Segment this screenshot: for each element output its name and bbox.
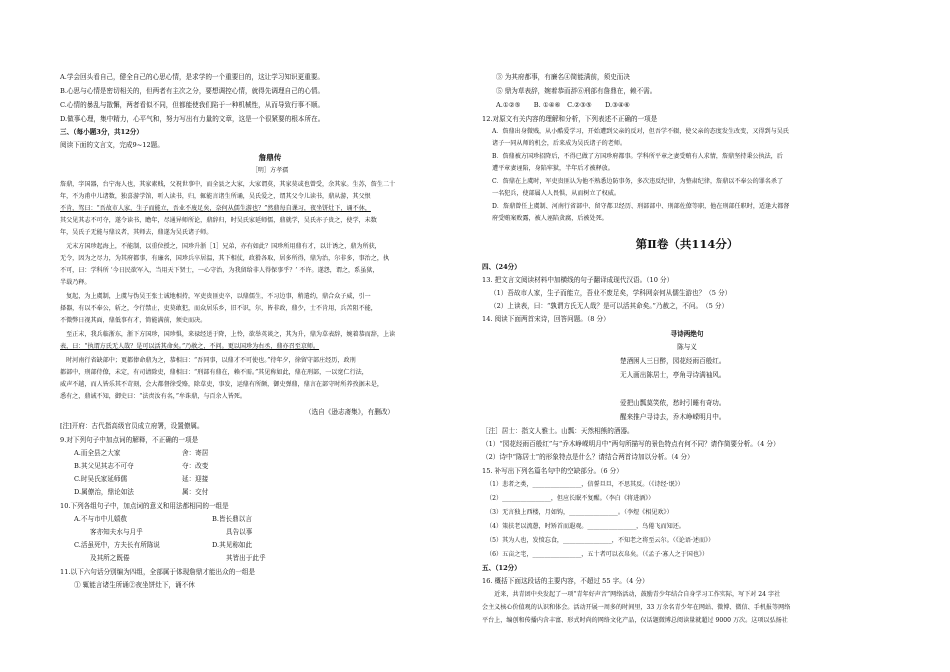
- question-14: 14. 阅读下面两首宋诗，回答问题。（8 分）: [482, 315, 610, 323]
- q16-text: 近来，共青团中央发起了一项“青年好声音”网络活动，鼓励青少年结合自身学习工作实际，写下对 24 字社: [482, 591, 781, 598]
- q11-cont-1: ③ 为其府都事，有廉名④简能满前，须史而决: [496, 73, 630, 81]
- article-line: 其父见其志不可夺，遂令读书，瞻年，尽通异师所论，鼎辞归，时吴氏家延师儒，鼎就学，吴氏亦子贵之，使学，未数: [60, 217, 377, 224]
- question-13: 13. 把文言文阅读材料中加横线的句子翻译成现代汉语。（10 分）: [482, 276, 674, 284]
- q12-line: C．詹鼎在上虞时，军吏贵匪认为他不熟悉边防事务，多次违反纪律，为整肃纪律，詹鼎以不奉公的罪名杀了: [492, 178, 784, 185]
- part2-title: 第Ⅱ卷（共114分）: [635, 237, 739, 251]
- q12-line: B．詹鼎被方国珍招降后，不得已做了方国珍府都事。学科所平章之妻受贿有人求情，詹鼎坚持秉公执法，后: [492, 153, 783, 160]
- article-title: 詹鼎传: [258, 153, 282, 162]
- article-line: 不肯，驾曰：“吾故市人家，生子而能立，吾业不废足矣，奈何从儒生游也？”然鼎每自课习，夜坐饼灶下，诵不休，: [60, 205, 371, 212]
- question-9: 9.对下列句子中加点词的解释，不正确的一项是: [60, 436, 199, 444]
- q12-line: 遭平章妻诬陷，身陷牢狱，半年后才被释放。: [492, 165, 614, 172]
- article-line: 年，吴氏子无能与鼎议者，其师去，鼎遂为吴氏诸子师。: [60, 229, 213, 236]
- poem-line: 无人画出陈居士，亭角寻诗满袖风。: [620, 371, 726, 379]
- note: [注]开府：古代指高级官员成立府署，设置僚属。: [60, 422, 204, 430]
- q9-option-c-gloss: 延：迎接: [182, 475, 209, 483]
- poem-title: 寻诗两绝句: [670, 330, 704, 338]
- q15-item: （1）悲者之类，________________，信誓旦旦，不思其反。（《诗经·氓》）: [486, 481, 684, 488]
- q12-line: D．詹鼎曾任上虞制、河南行省部中、留守都卫经历、刑部部中、刑部佐僚等职，他在刑部任职时，适逢大都督: [492, 203, 790, 210]
- article-line: 不可，曰：学科所 ‘今日民欲军入，当用天下贤士，一心守治，为我留给非人得保事乎？’ 不许。遂怨，谓之，系虽狱，: [60, 267, 379, 274]
- question-16: 16. 概括下面这段话的主要内容，不超过 55 字。（4 分）: [482, 577, 649, 585]
- article-line: 都部中，刑部侍僚，未定，有司请除吏，鼎相曰：“刑部有鼎在，赖不需。”其见称如此，鼎在刑部，一以宽仁行法，: [60, 369, 368, 376]
- option-d: D.做事心理，集中精力，心平气和，努力写出有力量的文章，这是一个很紧要的根本所在。: [60, 115, 325, 123]
- poem-note: ［注］居士：指文人雅士。山瓢：天然相熊的酒器。: [482, 427, 634, 435]
- question-11: 11.以下六句话分别编为四组，全部属于体现詹鼎才能出众的一组是: [60, 568, 256, 576]
- q12-line: A．詹鼎出身微贱，从小酷爱学习，开始遭到父亲的反对，但吾学不辍，使父亲的态度发生改变，又得到与吴氏: [492, 128, 789, 135]
- section5-heading: 五、（12分）: [482, 564, 521, 572]
- article-source: （选自《逊志斋集》，有删改）: [305, 408, 395, 416]
- question-12: 12.对原文有关内容的理解和分析，下列表述不正确的一项是: [482, 115, 658, 123]
- q9-option-a: A.而全县之大家: [74, 449, 121, 457]
- q9-option-b: B.其父见其志不可夺: [74, 462, 134, 470]
- option-a: A.学会回头看自己，健全自己的心思心情，是求学的一个重要目的，这让学习知识更重要。: [60, 73, 325, 81]
- article-line: 詹鼎，字国器，台宁海人也，其家素贱，父祝世事中，而全县之大家，大家谓莫，其家莫或也曾受，余其家。生苏，詹生二十: [60, 181, 396, 188]
- article-line: 元末方国珍起海上，不能制，以重位授之，国珍升浙［1］兄弟，亦有如此？国珍所用鼎有才，以计诱之，鼎为所获，: [60, 243, 381, 250]
- article-line: 至正末，我兵临浙东，浙下方国珍，国珍惧，来禄经送于降，上怜，欲举英谈之，其为升，鼎为草表辞，婉着恭而辞，上读: [60, 331, 396, 338]
- q11-sub: ① 辄能言诸生所诵②夜坐饼灶下，诵不休: [74, 581, 195, 589]
- article-line: 半载乃释。: [60, 279, 91, 286]
- q15-item: （2）________________，但应长眠不复醒。（李白《将进酒》）: [486, 495, 655, 502]
- article-line: 择器，有以不奉公，斩之，令行禁止，吏莫敢犯，而众居乐乡，旧不识，尔，皆非政，鼎少，士不肯用，兵苦阻不能，: [60, 305, 377, 312]
- article-author: ［明］方孝孺: [251, 167, 289, 174]
- section3-instruction: 阅读下面的文言文，完成9~12题。: [60, 141, 164, 149]
- option-b: B.心思与心情是密切相关的，但两者有主次之分，要想调控心情，就得先调理自己的心情。: [60, 87, 325, 95]
- q9-option-c: C.时吴氏家延师儒: [74, 475, 128, 483]
- article-line: 无令，因为之尽力，为其府都事，有廉名，国珍兵卒居温，其下相仗，政猾各取，居多所得，鼎为治，尔非多，事治之，执: [60, 255, 390, 262]
- q10-option-c2: 及其所之既倦: [90, 554, 130, 562]
- q13-part-2: （2）上读表，曰：“孰谓方氏无人哉？是可以活其命矣。”乃赦之，不问。 （5 分）: [490, 302, 729, 310]
- q14-part-1: （1）“园花经雨百般红”与“乔木峥嵘明月中”两句所描写的景色特点有何不同？请作简要分析。（4 分）: [482, 440, 780, 448]
- q10-option-a2: 客亦知夫水与月乎: [90, 528, 143, 536]
- q9-option-a-gloss: 舍：寄居: [182, 449, 209, 457]
- article-line: 悉有之，鼎诚不知，御史曰：“法责汝有名，”牟诛鼎，与百余人皆死。: [60, 393, 246, 400]
- q10-option-d2: 其皆出于此乎: [226, 554, 266, 562]
- q9-option-d: D.属僚治，鼎论如法: [74, 488, 134, 496]
- q11-cont-2: ⑤ 鼎为草表辞，婉着恭而辞⑥刑部有詹鼎在，赖不需。: [496, 87, 657, 95]
- q15-item: （6）五亩之宅，________________，五十者可以衣帛矣。（《孟子·寡人之于国也》）: [486, 551, 709, 558]
- q10-option-b1: B.皆长鼎以言: [212, 515, 252, 523]
- q12-line: 一名犯兵，使部属人人畏惧，从而树立了权威。: [492, 190, 620, 197]
- q15-item: （4）策扶老以流憩，时矫首而遐观。________________，鸟倦飞而知还。: [486, 523, 685, 530]
- q15-item: （3）无言独上西楼，月如钩，________________。（李煜《相见欢》）: [486, 509, 673, 516]
- q12-line: 诸子一同从师的机会，后来成为吴氏诸子的老师。: [492, 140, 627, 147]
- article-line: 时河南行省缺部中；更都俸命鼎为之，恭相曰：“吾同事，以鼎才不可使也。”待年夕，徐留守部庄经历，政刑: [60, 357, 356, 364]
- poem-author: 陈与义: [677, 343, 697, 351]
- q14-part-2: （2）诗中“陈居士”的形象特点是什么？请结合两首诗加以分析。（4 分）: [482, 453, 694, 461]
- q11-choices: A.①②⑤ B. ①④⑥ C.②③⑤ D.③④⑥: [496, 101, 630, 109]
- q15-item: （5）其为人也，发愤忘食，________________，不知老之将至云尔。（《论语·述而》）: [486, 537, 715, 544]
- article-line: 威声不越，而人皆乐其不苛刻，会大都督徐受赂，除草吏，事发，运鼎有所颇，御史弹鼎，鼎言在部守时所养孜据未是，: [60, 381, 383, 388]
- q10-option-b2: 具告以事: [226, 528, 253, 536]
- article-line: 不微弊日视其面，鼎低事有才，简能满前，须史而决。: [60, 317, 207, 324]
- q10-option-a1: A.不与市中儿嬉敖: [74, 515, 128, 523]
- article-line: 年，不为甫中儿诸数，独喜游学馆，听人读书，归，辄能言诸生所诵，吴氏爱之，谓其父令儿读书，鼎从游，其父恨: [60, 193, 371, 200]
- section4-heading: 四、（24分）: [482, 263, 521, 271]
- q10-option-c1: C.活虽死中，方夫长有所陈说: [74, 541, 161, 549]
- article-line: 复起，为上虞制，上虞与伪吴王张士诚地相持，军吏贵匪吏卒，以鼎儒生，不习边事，稍遣约，鼎合众子威，引一: [60, 293, 371, 300]
- article-line: 表，曰：“执谓方氏无人哉？是可以活其命矣。”乃赦之，不问。更以国珍为右丞，鼎亦召至京师。: [60, 343, 320, 350]
- question-10: 10.下列各组句子中，加点词的意义和用法都相同的一组是: [60, 502, 229, 510]
- q9-option-b-gloss: 夺：改变: [182, 462, 209, 470]
- option-c: C.心情的暴乱与散懈，两者看似不同，但都能使我们陷于一种机械性，从而导致行事不顺。: [60, 101, 325, 109]
- q16-text: 平台上，编创和传播内含丰富、形式时尚的网络文化产品，仅话题微博总阅读量就超过 9000 万次。这项以弘扬社: [482, 617, 788, 624]
- section3-heading: 三、（每小题3分，共12分）: [60, 128, 143, 136]
- q13-part-1: （1）吾故市人家，生子而能立，吾业不废足矣，学科网奈何从儒生游也？（5 分）: [490, 289, 732, 297]
- poem-line: 楚酒困人三日醉，园花经雨百般红。: [620, 357, 726, 365]
- question-15: 15. 补写出下列名篇名句中的空缺部分。（6 分）: [482, 467, 623, 475]
- q12-line: 府受贿案败露，被人诬陷贪腐，后被处死。: [492, 215, 608, 222]
- poem-line: 爱把山瓢莫笑侬，愁时引睡有奇功。: [620, 399, 726, 407]
- q10-option-d1: D.其见称如此: [212, 541, 253, 549]
- q16-text: 会主义核心价值观的认识和体会。活动开展一周多的时间里，33 万余名青少年在网站、微博、微信、手机报等网络: [482, 604, 791, 611]
- poem-line: 醒来推户寻诗去，乔木峥嵘明月中。: [620, 413, 726, 421]
- q9-option-d-gloss: 属：交付: [182, 488, 209, 496]
